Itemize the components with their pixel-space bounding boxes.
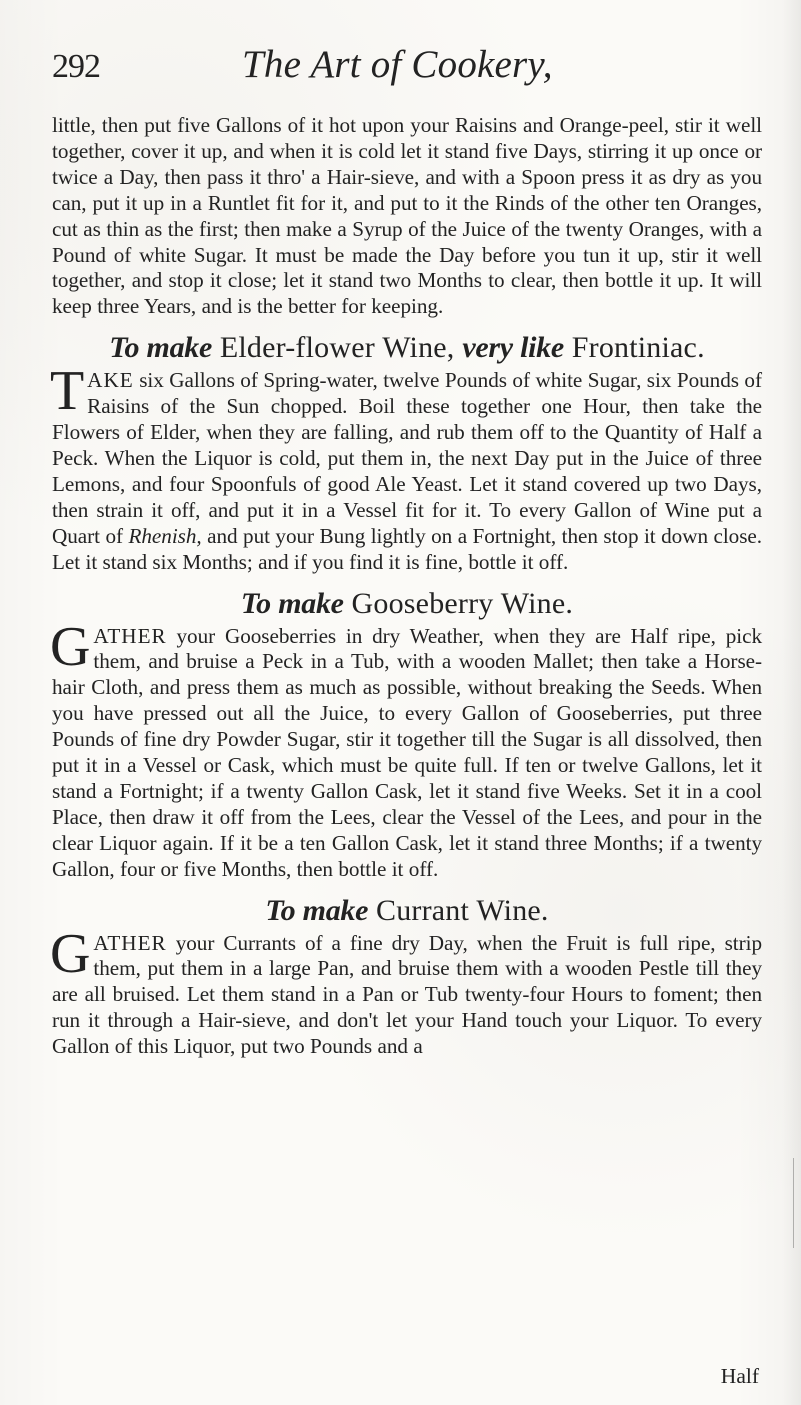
gooseberry-heading-prefix: To make: [240, 586, 344, 620]
elder-dropcap: T: [50, 360, 85, 423]
currant-dropcap: G: [50, 922, 91, 985]
currant-heading-main: Currant Wine.: [376, 893, 549, 927]
currant-capword: ATHER: [93, 930, 167, 955]
elder-body-part-1: six Gallons of Spring-water, twelve Pounds of white Sugar, six Pounds of Raisins of the Sun chopped. Boil these together one Hour, then take the Flowers of Elder, when they are falling, and rub them off to the Quantity of Half a Peck. When the Liquor is cold, put them in, the next Day put in the Juice of three Lemons, and four Spoonfuls of good Ale Yeast. Let it stand covered up two Days, then strain it off, and put it in a Vessel fit for it. To every Gallon of Wine put a Quart of: [52, 368, 762, 548]
page-number: 292: [52, 48, 100, 85]
elder-flower-heading: [52, 330, 762, 366]
elder-capword: AKE: [87, 368, 134, 393]
currant-heading-prefix: To make: [265, 893, 369, 927]
elder-flower-paragraph: [50, 360, 762, 575]
elder-heading-prefix: To make: [109, 331, 212, 365]
elder-body-italic: Rhenish,: [128, 523, 202, 548]
elder-body-part-2: and put your Bung lightly on a Fortnight, then stop it down close. Let it stand six Months; and if you find it is fine, bottle it off.: [52, 523, 762, 574]
intro-paragraph: little, then put five Gallons of it hot upon your Raisins and Orange-peel, stir it well together, cover it up, and when it is cold let it stand five Days, stirring it up once or twice a Day, then pass it thro' a Hair-sieve, and with a Spoon press it as dry as you can, put it up in a Runtlet fit for it, and put to it the Rinds of the other ten Oranges, cut as thin as the first; then make a Syrup of the Juice of the twenty Oranges, with a Pound of white Sugar. It must be made the Day before you tun it up, stir it well together, and stop it close; let it stand two Months to clear, then bottle it up. It will keep three Years, and is the better for keeping.: [52, 113, 762, 319]
elder-heading-mid: very like: [462, 331, 564, 365]
gooseberry-body: your Gooseberries in dry Weather, when they are Half ripe, pick them, and bruise a Peck in a Tub, with a wooden Mallet; then take a Horse-hair Cloth, and press them as much as possible, without breaking the Seeds. When you have pressed out all the Juice, to every Gallon of Gooseberries, put three Pounds of fine dry Powder Sugar, stir it together till the Sugar is all dissolved, then put it in a Vessel or Cask, which must be quite full. If ten or twelve Gallons, let it stand a Fortnight; if a twenty Gallon Cask, let it stand five Weeks. Set it in a cool Place, then draw it off from the Lees, clear the Vessel of the Lees, and pour in the clear Liquor again. If it be a ten Gallon Cask, let it stand three Months; if a twenty Gallon, four or five Months, then bottle it off.: [52, 623, 762, 881]
elder-heading-suffix: Frontiniac.: [571, 331, 705, 365]
gooseberry-capword: ATHER: [93, 623, 167, 648]
elder-heading-main: Elder-flower Wine,: [219, 331, 455, 365]
currant-body: your Currants of a fine dry Day, when the Fruit is full ripe, strip them, put them in a large Pan, and bruise them with a wooden Pestle till they are all bruised. Let them stand in a Pan or Tub twenty-four Hours to foment; then run it through a Hair-sieve, and don't let your Hand touch your Liquor. To every Gallon of this Liquor, put two Pounds and a: [52, 930, 762, 1059]
running-title: The Art of Cookery,: [242, 43, 553, 86]
gooseberry-heading: [52, 586, 762, 622]
catchword: Half: [720, 1364, 759, 1388]
gooseberry-paragraph: [50, 615, 762, 883]
currant-heading: [52, 893, 762, 929]
edge-bleed-marks: [793, 1158, 800, 1248]
page-content: [52, 113, 762, 1060]
currant-paragraph: [50, 922, 762, 1061]
running-head: [52, 42, 762, 90]
gooseberry-dropcap: G: [50, 615, 91, 678]
gooseberry-heading-main: Gooseberry Wine.: [351, 586, 574, 620]
